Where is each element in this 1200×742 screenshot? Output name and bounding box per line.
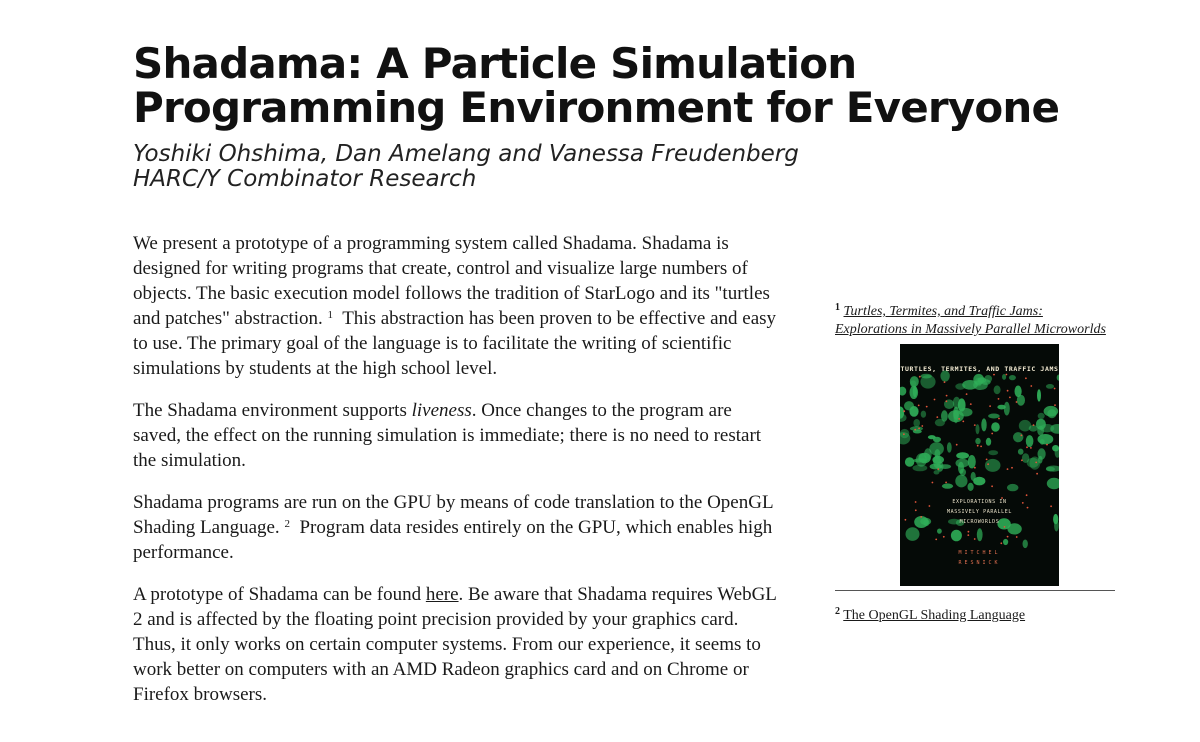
cover-dot (1033, 424, 1035, 426)
paragraph-prototype: A prototype of Shadama can be found here. Be aware that Shadama requires WebGL 2 and is affected by the floating point precision provided by your graphics card. Thus, it only works on certain computer systems. From our experience, it seems to work better on computers with an AMD Radeon graphics card and on Chrome or Firefox browsers. (133, 584, 777, 705)
cover-dot (1006, 374, 1008, 376)
cover-dot (993, 374, 995, 376)
cover-blob (956, 452, 969, 459)
sidenote-2-link[interactable]: The OpenGL Shading Language (843, 608, 1026, 623)
cover-blob (977, 528, 983, 541)
cover-blob (941, 410, 948, 421)
cover-blob (971, 472, 976, 481)
cover-blob (1044, 406, 1059, 417)
cover-blob (986, 438, 991, 446)
cover-dot (1035, 462, 1037, 464)
sidenotes (835, 303, 1115, 625)
cover-dot (980, 446, 982, 448)
cover-blob (1023, 540, 1028, 549)
cover-blob (944, 399, 954, 409)
cover-blob (958, 462, 964, 474)
cover-dot (926, 406, 928, 408)
footnote-ref-2[interactable]: 2 (284, 518, 290, 530)
cover-dot (903, 433, 905, 435)
cover-blob (976, 424, 980, 434)
cover-dot (946, 400, 948, 402)
cover-blob (913, 386, 917, 397)
cover-dot (968, 531, 970, 533)
cover-blob (1027, 458, 1039, 468)
cover-blob (924, 448, 932, 460)
cover-dot (937, 468, 939, 470)
page-title (133, 39, 1060, 132)
cover-blob (905, 457, 914, 467)
cover-blob (910, 426, 923, 431)
cover-blob (904, 401, 914, 410)
cover-dot (1000, 542, 1002, 544)
cover-blob (932, 456, 944, 464)
cover-dot (998, 398, 1000, 400)
cover-dot (1021, 459, 1023, 461)
authors-block (133, 142, 799, 192)
book-cover-image (900, 344, 1059, 586)
cover-dot (1009, 397, 1011, 399)
cover-blob (900, 429, 909, 438)
cover-dot (967, 534, 969, 536)
footnote-ref-1[interactable]: 1 (327, 309, 334, 321)
cover-dot (1016, 536, 1018, 538)
cover-blob (988, 450, 998, 455)
sidenote-1-number: 1 (835, 302, 840, 313)
cover-dot (1021, 435, 1023, 437)
cover-blob (955, 475, 967, 488)
cover-dot (1016, 401, 1018, 403)
cover-blob (1026, 435, 1034, 447)
cover-dot (958, 418, 960, 420)
cover-blob (1052, 445, 1059, 451)
cover-blob (1002, 374, 1006, 380)
cover-blob (1040, 424, 1054, 432)
cover-dot (921, 425, 923, 427)
sidenote-2-number: 2 (835, 606, 840, 617)
sidenote-1 (835, 303, 1115, 339)
sidenote-divider (835, 590, 1115, 591)
cover-dot (1054, 404, 1056, 406)
cover-blob (958, 398, 966, 411)
cover-dot (1026, 494, 1028, 496)
cover-dot (989, 405, 991, 407)
cover-dot (966, 393, 968, 395)
cover-blob (1007, 484, 1018, 491)
cover-blob (981, 418, 986, 431)
cover-dot (944, 381, 946, 383)
cover-blob (942, 483, 953, 488)
cover-dot (977, 445, 979, 447)
cover-dot (1046, 444, 1048, 446)
cover-title: TURTLES, TERMITES, AND TRAFFIC JAMS (900, 365, 1059, 373)
cover-blob (991, 422, 1000, 431)
cover-blob (930, 464, 942, 470)
cover-blob (973, 374, 984, 385)
cover-dot (914, 429, 916, 431)
sidenote-2 (835, 607, 1115, 625)
cover-blob (968, 483, 974, 491)
cover-subtitle: EXPLORATIONS IN MASSIVELY PARALLEL MICROWORLDS (947, 499, 1012, 525)
cover-dot (936, 416, 938, 418)
paragraph-liveness: The Shadama environment supports liveness. Once changes to the program are saved, the effect on the running simulation is immediate; there is no need to restart the simulation. (133, 400, 762, 471)
author-names: Yoshiki Ohshima, Dan Amelang and Vanessa Freudenberg (133, 141, 799, 167)
cover-blob (947, 442, 952, 452)
cover-dot (974, 467, 976, 469)
cover-dot (1026, 446, 1028, 448)
sidenote-1-link[interactable]: Turtles, Termites, and Traffic Jams: Explorations in Massively Parallel Microworlds (835, 304, 1106, 337)
cover-blob (997, 405, 1005, 410)
cover-dot (1011, 467, 1013, 469)
cover-dot (991, 485, 993, 487)
paragraph-gpu: Shadama programs are run on the GPU by means of code translation to the OpenGL Shading Language. $^2$ Program data resides entirely on the GPU, which enables high performance. (133, 492, 773, 563)
cover-blob (906, 527, 920, 541)
cover-blob (975, 438, 980, 444)
cover-dot (1054, 388, 1056, 390)
cover-blob (1003, 539, 1008, 545)
cover-dot (974, 424, 976, 426)
cover-dot (943, 536, 945, 538)
cover-dot (970, 403, 972, 405)
title-line-1: Shadama: A Particle Simulation (133, 39, 857, 88)
cover-blob (1013, 432, 1023, 442)
cover-blob (921, 411, 926, 418)
prototype-link[interactable]: here (425, 584, 459, 605)
cover-dot (1036, 473, 1038, 475)
cover-dot (919, 376, 921, 378)
cover-blob (1038, 448, 1046, 459)
cover-blob (1017, 395, 1025, 406)
article-body (133, 231, 778, 724)
cover-dot (935, 539, 937, 541)
cover-dot (956, 444, 958, 446)
cover-dot (987, 463, 989, 465)
cover-blob (951, 530, 962, 542)
cover-dot (1007, 390, 1009, 392)
cover-blob (937, 529, 942, 534)
cover-blob (1038, 413, 1045, 419)
cover-dot (1025, 377, 1027, 379)
cover-blob (1009, 375, 1016, 380)
cover-blob (900, 387, 906, 396)
cover-dot (934, 399, 936, 401)
cover-blob (1018, 449, 1024, 455)
cover-dot (1030, 385, 1032, 387)
cover-blob (1047, 478, 1059, 489)
cover-dot (998, 418, 1000, 420)
cover-dot (991, 433, 993, 435)
cover-dot (1007, 468, 1009, 470)
cover-dot (946, 395, 948, 397)
cover-blob (1019, 420, 1031, 432)
cover-blob (988, 414, 1000, 419)
author-affiliation: HARC/Y Combinator Research (133, 166, 477, 192)
liveness-term: liveness (411, 400, 472, 421)
cover-dot (1030, 447, 1032, 449)
cover-blob (955, 383, 965, 389)
cover-blob (1040, 439, 1045, 445)
title-line-2: Programming Environment for Everyone (133, 83, 1060, 132)
cover-dot (932, 482, 934, 484)
cover-author: MITCHEL RESNICK (958, 550, 1001, 566)
cover-dot (1007, 536, 1009, 538)
cover-blob (928, 435, 936, 439)
cover-blob (985, 459, 1001, 472)
cover-blob (1046, 384, 1054, 389)
cover-dot (918, 405, 920, 407)
cover-dot (945, 482, 947, 484)
cover-dot (986, 459, 988, 461)
cover-dot (903, 410, 905, 412)
cover-dot (918, 428, 920, 430)
cover-blob (913, 419, 920, 427)
cover-dot (974, 538, 976, 540)
cover-blob (1057, 375, 1059, 381)
cover-blob (1037, 389, 1041, 401)
cover-blob (968, 455, 976, 468)
cover-dot (962, 421, 964, 423)
cover-blob (994, 385, 1001, 394)
paragraph-intro: We present a prototype of a programming system called Shadama. Shadama is designed for writing programs that create, control and visualize large numbers of objects. The basic execution model follows the tradition of StarLogo and its "turtles and patches" abstraction. $^1$ This abstraction has been proven to be effective and easy to use. The primary goal of the language is to facilitate the writing of scientific simulations by students at the high school level. (133, 233, 777, 379)
cover-blob (921, 374, 932, 379)
